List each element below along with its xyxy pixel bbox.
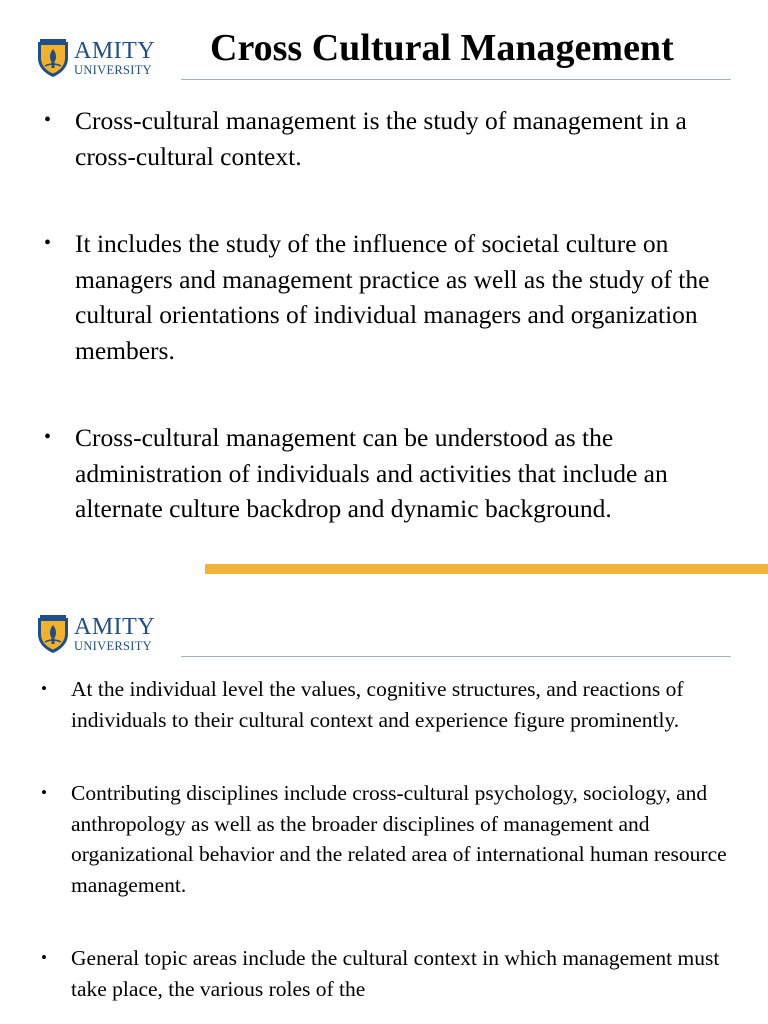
bullet-text: Cross-cultural management can be understood as the administration of individuals and activities that include an alternate culture backdrop and dynamic background. xyxy=(75,423,668,523)
amity-shield-icon xyxy=(36,614,70,654)
bullet-dot-icon: • xyxy=(44,426,52,448)
logo-subtitle: UNIVERSITY xyxy=(74,639,152,654)
amity-logo xyxy=(36,614,155,654)
bullet-dot-icon: • xyxy=(41,948,47,967)
bullet-item xyxy=(0,778,768,900)
amity-shield-icon xyxy=(36,38,70,78)
bullet-dot-icon: • xyxy=(41,783,47,802)
slide-2 xyxy=(0,576,768,1024)
header-rule xyxy=(181,656,731,657)
bullet-dot-icon: • xyxy=(44,232,52,254)
bullet-text: Cross-cultural management is the study of management in a cross-cultural context. xyxy=(75,106,687,171)
bullet-dot-icon: • xyxy=(44,109,52,131)
bullet-dot-icon: • xyxy=(41,679,47,698)
bullet-item xyxy=(0,674,768,735)
bullet-text: Contributing disciplines include cross-cultural psychology, sociology, and anthropology as well as the broader disciplines of management and organizational behavior and the related area of international human resource management. xyxy=(71,781,727,897)
amity-logo xyxy=(36,38,155,78)
bullet-list xyxy=(0,103,768,579)
gold-divider-bar xyxy=(205,564,768,574)
slide-divider xyxy=(0,560,768,576)
logo-subtitle: UNIVERSITY xyxy=(74,63,152,78)
bullet-text: General topic areas include the cultural context in which management must take place, the various roles of the xyxy=(71,946,720,1001)
bullet-item xyxy=(0,420,768,527)
logo-name: AMITY xyxy=(74,614,156,641)
bullet-text: At the individual level the values, cognitive structures, and reactions of individuals to their cultural context and experience figure prominently. xyxy=(71,677,684,732)
slide-title: Cross Cultural Management xyxy=(210,27,674,69)
bullet-item xyxy=(0,103,768,174)
bullet-list xyxy=(0,674,768,1024)
bullet-text: It includes the study of the influence of societal culture on managers and management practice as well as the study of the cultural orientations of individual managers and organization members. xyxy=(75,229,710,365)
bullet-item xyxy=(0,943,768,1004)
logo-name: AMITY xyxy=(74,38,156,65)
bullet-item xyxy=(0,226,768,368)
header-rule xyxy=(181,79,731,80)
